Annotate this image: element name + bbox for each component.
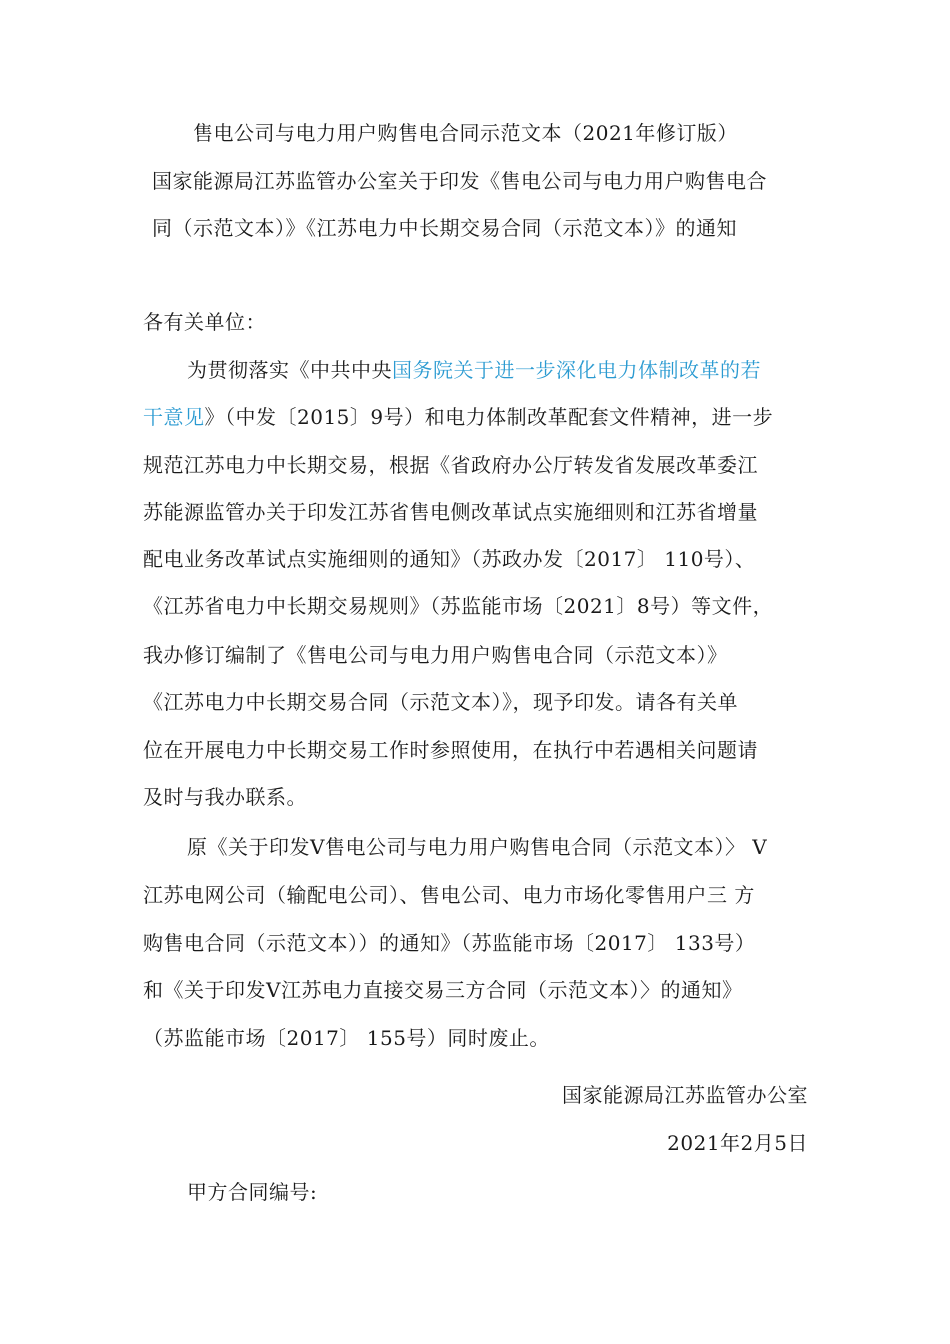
- paragraph-1-line-3: 规范江苏电力中长期交易，根据《省政府办公厅转发省发展改革委江: [143, 453, 758, 477]
- paragraph-1-line-5: 配电业务改革试点实施细则的通知》（苏政办发〔2017〕 110号）、: [143, 547, 756, 571]
- paragraph-2-line-2: 江苏电网公司（输配电公司）、售电公司、电力市场化零售用户三 方: [143, 883, 755, 907]
- document-title-line-3: 同（示范文本）》《江苏电力中长期交易合同（示范文本）》的通知: [152, 216, 737, 240]
- paragraph-1-line-1: [187, 358, 761, 382]
- paragraph-1-line-8: 《江苏电力中长期交易合同（示范文本）》，现予印发。请各有关单: [143, 690, 738, 714]
- paragraph-1-line-10: 及时与我办联系。: [143, 785, 307, 809]
- paragraph-1-line-6: 《江苏省电力中长期交易规则》（苏监能市场〔2021〕8号）等文件，: [143, 594, 774, 618]
- document-title-line-1: 售电公司与电力用户购售电合同示范文本（2021年修订版）: [193, 121, 738, 145]
- paragraph-1-line-1-prefix: 为贯彻落实《中共中央: [187, 358, 392, 382]
- paragraph-2-line-5: （苏监能市场〔2017〕 155号）同时废止。: [143, 1026, 550, 1050]
- policy-link-continued[interactable]: 干意见: [143, 405, 205, 429]
- contract-number-label: 甲方合同编号:: [187, 1180, 318, 1204]
- paragraph-1-line-2: [143, 405, 773, 429]
- paragraph-2-line-4: 和《关于印发Ⅴ江苏电力直接交易三方合同（示范文本）〉的通知》: [143, 978, 743, 1002]
- signature-date: 2021年2月5日: [667, 1131, 808, 1155]
- signature-organization: 国家能源局江苏监管办公室: [562, 1083, 808, 1107]
- paragraph-2-line-3: 购售电合同（示范文本））的通知》（苏监能市场〔2017〕 133号）: [143, 931, 756, 955]
- paragraph-1-line-9: 位在开展电力中长期交易工作时参照使用，在执行中若遇相关问题请: [143, 738, 758, 762]
- document-title-line-2: 国家能源局江苏监管办公室关于印发《售电公司与电力用户购售电合: [152, 169, 767, 193]
- policy-link[interactable]: 国务院关于进一步深化电力体制改革的若: [392, 358, 761, 382]
- paragraph-1-line-7: 我办修订编制了《售电公司与电力用户购售电合同（示范文本）》: [143, 643, 728, 667]
- paragraph-2-line-1: 原《关于印发Ⅴ售电公司与电力用户购售电合同（示范文本）〉 Ⅴ: [187, 835, 768, 859]
- salutation: 各有关单位：: [143, 310, 266, 334]
- paragraph-1-line-2-rest: 》（中发〔2015〕9号）和电力体制改革配套文件精神，进一步: [204, 405, 774, 429]
- paragraph-1-line-4: 苏能源监管办关于印发江苏省售电侧改革试点实施细则和江苏省增量: [143, 500, 758, 524]
